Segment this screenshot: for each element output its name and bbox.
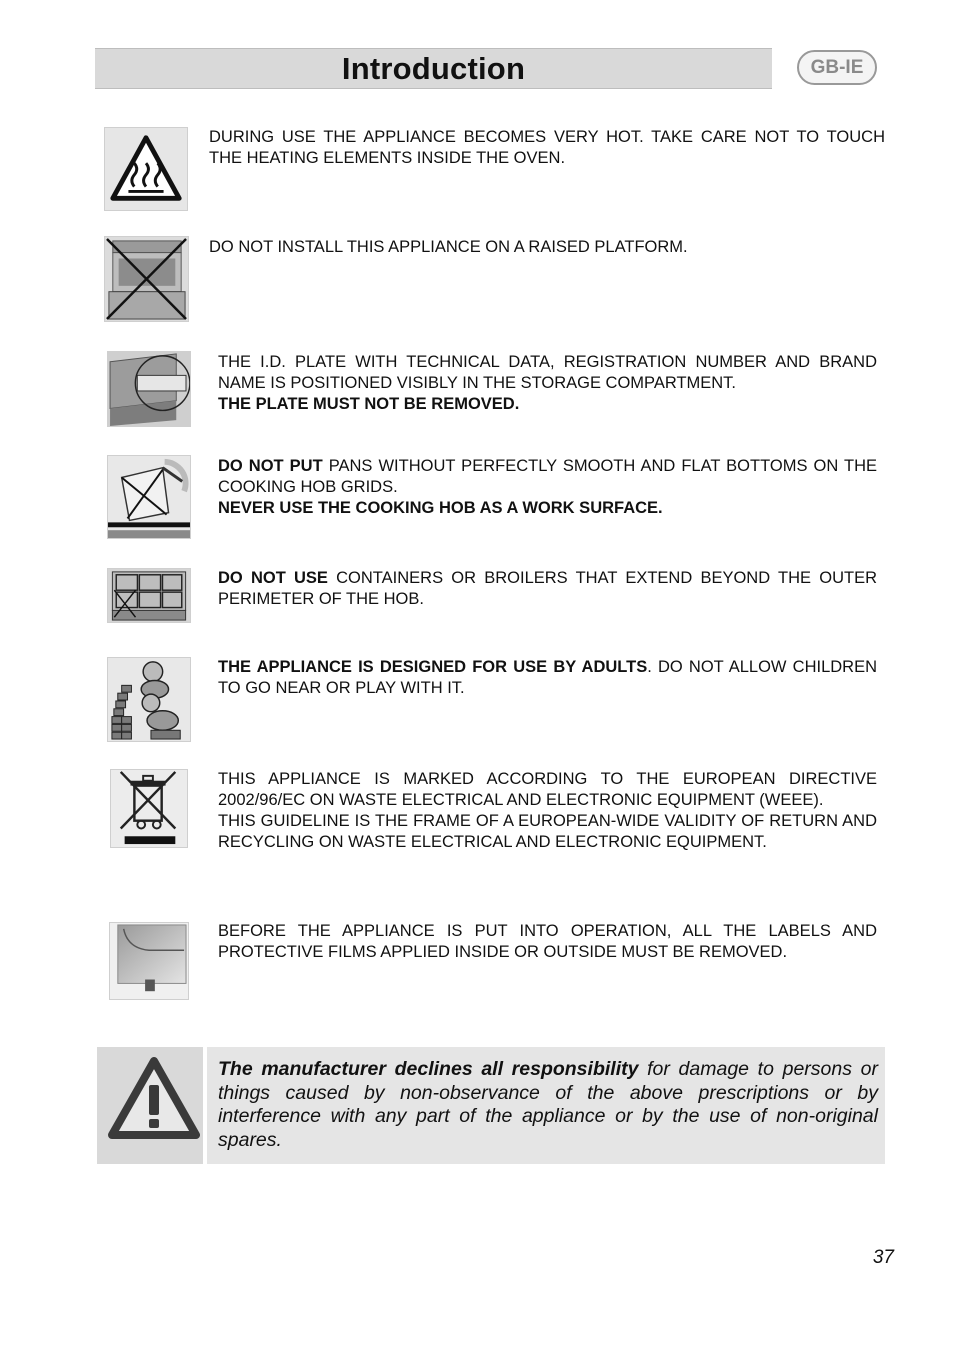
safety-item [218,456,877,519]
item-text: BEFORE THE APPLIANCE IS PUT INTO OPERATION, ALL THE LABELS AND PROTECTIVE FILMS APPLIED INSIDE OR OUTSIDE MUST BE REMOVED. [218,922,877,961]
item-text: . DO NOT ALLOW CHILDREN TO GO NEAR OR PLAY WITH IT. [218,658,878,697]
safety-item [218,921,877,963]
item-text: DO NOT INSTALL THIS APPLIANCE ON A RAISED PLATFORM. [209,238,688,256]
responsibility-note-text [218,1058,878,1152]
id-plate-compartment-icon [107,351,191,427]
safety-item [218,568,877,610]
item-text: PANS WITHOUT PERFECTLY SMOOTH AND FLAT BOTTOMS ON THE COOKING HOB GRIDS. [218,457,877,496]
item-text: THIS APPLIANCE IS MARKED ACCORDING TO THE EUROPEAN DIRECTIVE 2002/96/EC ON WASTE ELECTRICAL AND ELECTRONIC EQUIPMENT (WEEE). [218,770,877,809]
remove-protective-film-icon [109,922,189,1000]
safety-item [218,657,877,699]
hob-perimeter-icon [107,568,191,623]
page-number: 37 [872,1247,894,1268]
safety-item [218,352,877,415]
language-badge: GB-IE [797,50,877,85]
weee-crossed-bin-icon [110,769,188,848]
item-text: DURING USE THE APPLIANCE BECOMES VERY HOT. TAKE CARE NOT TO TOUCH THE HEATING ELEMENTS INSIDE THE OVEN. [209,128,885,167]
item-text: CONTAINERS OR BROILERS THAT EXTEND BEYOND THE OUTER PERIMETER OF THE HOB. [218,569,877,608]
safety-item [209,237,885,258]
item-bold-text: DO NOT USE [218,569,328,587]
item-bold-text: DO NOT PUT [218,457,323,475]
no-uneven-pans-icon [107,455,191,539]
page-title: Introduction [341,51,526,86]
safety-item [218,769,877,853]
item-bold-text: THE APPLIANCE IS DESIGNED FOR USE BY ADULTS [218,658,648,676]
item-bold-text: THE PLATE MUST NOT BE REMOVED. [218,395,520,413]
hot-surface-warning-icon [104,127,188,211]
no-raised-platform-icon [104,236,189,322]
item-text: THIS GUIDELINE IS THE FRAME OF A EUROPEAN-WIDE VALIDITY OF RETURN AND RECYCLING ON WASTE ELECTRICAL AND ELECTRONIC EQUIPMENT. [218,812,877,851]
children-warning-icon [107,657,191,742]
exclamation-warning-icon [106,1053,202,1143]
header-bar [95,48,772,89]
note-bold-text: The manufacturer declines all responsibility [218,1058,639,1080]
note-text: for damage to persons or things caused by non-observance of the above prescriptions or by interference with any part of the appliance or by the use of non-original spares. [218,1058,878,1151]
item-bold-text: NEVER USE THE COOKING HOB AS A WORK SURFACE. [218,499,663,517]
safety-item [209,127,885,169]
item-text: THE I.D. PLATE WITH TECHNICAL DATA, REGISTRATION NUMBER AND BRAND NAME IS POSITIONED VISIBLY IN THE STORAGE COMPARTMENT. [218,353,877,392]
